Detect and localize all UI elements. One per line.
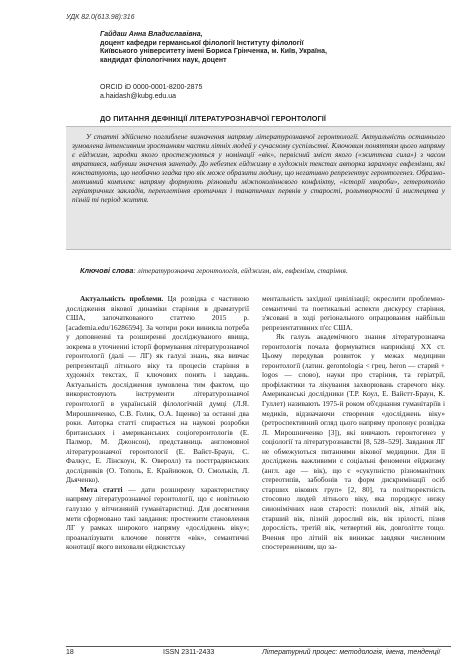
journal-name: Літературний процес: методологія, імена, тенденції bbox=[262, 649, 440, 656]
author-contacts bbox=[100, 84, 202, 101]
author-affiliation: Київського університету імені Бориса Грінченка, м. Київ, Україна, bbox=[100, 48, 327, 56]
author-email[interactable]: a.haidash@kubg.edu.ua bbox=[100, 92, 176, 100]
paragraph bbox=[262, 294, 445, 332]
paragraph-text: Як галузь академічного знання літературознавча геронтологія почала формуватися наприкінці XX ст. Цьому передував розвиток у межах медицини геронтології (латин. gerontologia < грец. heron — старий + logos — слово), науки про старіння, та геріатрії, профілактики та лікування захворювань старечого віку. Американські дослідники (Т.Р. Коул, Е. Вайєтт-Браун, К. Гуллет) називають 1975-й роком об'єднання гуманітаріїв і медиків, відзначаючи створення «досліджень віку» (ретроспективний огляд цього напряму пропонує розвідка Л. Мирошниченко [3]), які вивчають геронтогенез у соціології та літературознавстві [8, 528–529]. Завдання ЛГ не обмежуються питаннями вікової медицини. Для її досліджень важливими є соціальні феномени ейджизму (англ. age — вік), що є «сукупністю різноманітних стереотипів, забобонів та форм дискримінації осіб старших вікових груп» [2, 80], та політкоректність стосовно людей літнього віку, яка породжує низку синонімічних назв старості: похилий вік, літній вік, старший вік, пізній дорослий вік, вік зрілості, пізня дорослість, третій вік, четвертий вік, довголітте тощо. Вчення про літній вік виникає завдяки численним спостереженням, що за- bbox=[262, 332, 445, 552]
author-position: доцент кафедри германської філології Інституту філології bbox=[100, 39, 304, 47]
abstract-box bbox=[66, 126, 451, 250]
paragraph-text: ментальність західної цивілізації; окреслити проблемно-семантичні та поетикальні аспекти дискурсу старіння, з'ясовані в ході регіонального опрацювання найбільш репрезентативних п'єс США. bbox=[262, 294, 445, 332]
keywords bbox=[66, 266, 451, 275]
page-footer bbox=[0, 646, 474, 660]
paragraph bbox=[66, 485, 249, 552]
udc-code: УДК 82.0(613.98):316 bbox=[66, 14, 135, 21]
keywords-text: : літературознавча геронтологія, ейджизм, вік, евфемізм, старіння. bbox=[133, 266, 348, 275]
paragraph-lead: Актуальність проблеми. bbox=[80, 294, 164, 303]
author-name: Гайдаш Анна Владиславівна, bbox=[100, 31, 203, 38]
keywords-label: Ключові слова bbox=[80, 266, 134, 275]
footer-rule bbox=[66, 646, 451, 647]
issn: ISSN 2311-2433 bbox=[163, 649, 215, 656]
abstract-text: У статті здійснено поглиблене визначення напряму літературознавчої геронтології. Актуальність останнього зумовлена інтенсивним зростанням частки літніх людей у сучасному суспільстві. Ключовим поняттям цього напряму є ейджизм, зародки якого простежуються у номінації «вік», первісний зміст якого («життєва сила») з часом втратився, набувши значення занепаду. До небезпек ейджизму в художніх текстах авторка зараховує евфемізми, які констатують, що необачно згадка про вік може образити людину, що негативно репрезентує геронтогенез. Образно-мотивний комплекс напряму формують різновиди міжпоколіннєвого конфлікту, «історії хвороби», гетеротопію геріатричних закладів, переплетіння еротичних і танатичних первнів у старості, рольтворчості й мистецтва у пізній ті період життя. bbox=[72, 132, 445, 204]
paragraph bbox=[262, 332, 445, 552]
orcid-id[interactable]: ORCID iD 0000-0001-8200-2875 bbox=[100, 84, 203, 91]
paragraph bbox=[66, 294, 249, 485]
author-block bbox=[100, 31, 440, 66]
paragraph-text: — дати розширену характеристику напряму літературознавчої геронтології, що є новітньою галуззю у вітчизняній гуманітаристиці. Для досягнення мети сформовано такі завдання: простежити становлення ЛГ у рамках широкого напряму «досліджень віку»; проаналізувати ключове поняття «вік», семантичні конотації якого виховали ейджистську bbox=[66, 484, 250, 552]
page-number: 18 bbox=[66, 649, 74, 656]
body-column-left bbox=[66, 294, 249, 552]
paragraph-text: Ця розвідка є частиною дослідження вікової динаміки старіння в драматургії США, започаткованого статтею 2015 р. [academia.edu/16286594]. За чотири роки виникла потреба у доповненні та розширенні досліджуваного явища, зокрема в уточненні історії формування літературознавчої геронтології (далі — ЛГ) як галузі знань, яка вивчає репрезентації літнього віку та процесів старіння в художніх текстах, її ключових понять і завдань. Актуальність дослідження зумовлена тим фактом, що використовують інструменти літературознавчої геронтології в українській філологічній думці (Л.Я. Мирошниченко, С.В. Голик, О.А. Іщенко) за останні два роки. Авторка статті спирається на наукові розробки британських і американських соціогеронтологів (Е. Палмор, М. Джонсон), представниць англомовної літературознавчої геронтології (Е. Вайєт-Браун, С. Фалкус, Е. Лінскоун, К. Оверолл) та постградянських дослідників (О. Тополь, Е. Крайнюков, О. Смольків, Л. Дьяченко). bbox=[66, 294, 249, 485]
body-column-right bbox=[262, 294, 445, 552]
paragraph-lead: Мета статті bbox=[80, 484, 123, 494]
author-degree: кандидат філологічних наук, доцент bbox=[100, 57, 227, 65]
article-title: ДО ПИТАННЯ ДЕФІНІЦІЇ ЛІТЕРАТУРОЗНАВЧОЇ ГЕРОНТОЛОГІЇ bbox=[100, 114, 327, 123]
